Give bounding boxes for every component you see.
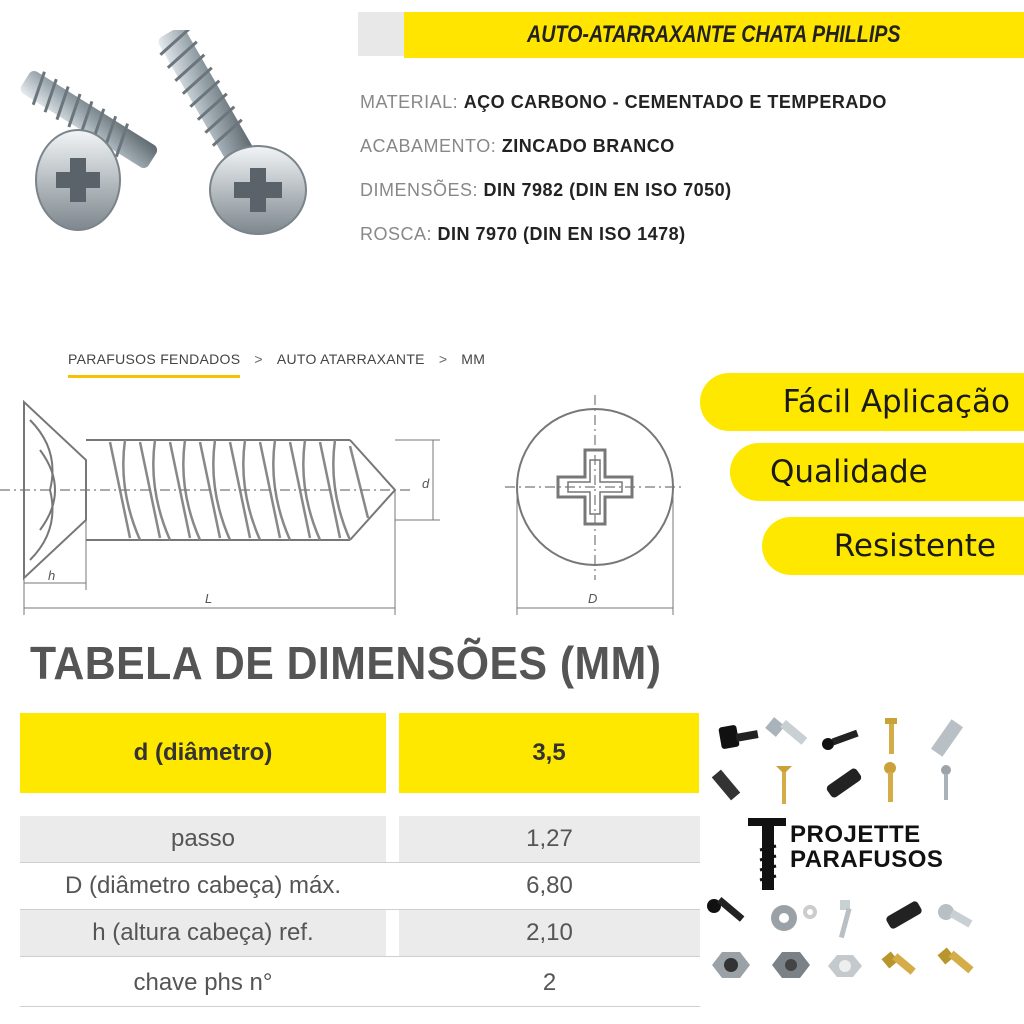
row-label: passo xyxy=(20,816,386,862)
wood-screw-gold-icon xyxy=(885,718,897,754)
screw-side-view xyxy=(0,402,440,615)
spec-value: DIN 7982 (DIN EN ISO 7050) xyxy=(483,180,732,200)
plug-anchor-icon xyxy=(712,770,740,801)
breadcrumb-separator: > xyxy=(438,351,448,367)
lock-nut-icon xyxy=(828,955,862,977)
row-value: 1,27 xyxy=(399,816,700,862)
washer-icon xyxy=(771,905,797,931)
product-title-bar xyxy=(404,12,1024,58)
brand-line-2: PARAFUSOS xyxy=(790,846,944,873)
breadcrumb-item-parafusos-fendados[interactable]: PARAFUSOS FENDADOS xyxy=(68,351,240,378)
anchor-icon xyxy=(931,719,963,757)
dimension-label-h: h xyxy=(48,568,56,583)
self-drilling-screw-icon xyxy=(941,765,951,800)
socket-cap-screw-icon xyxy=(718,725,758,750)
title-accent-block xyxy=(358,12,404,56)
row-value: 2 xyxy=(399,960,700,1006)
countersunk-gold-icon xyxy=(776,766,792,804)
table-row xyxy=(20,910,700,956)
table-divider xyxy=(20,956,700,957)
gold-bolt-icon xyxy=(882,952,916,975)
row-label: D (diâmetro cabeça) máx. xyxy=(20,863,386,909)
spec-label: ROSCA: xyxy=(360,224,438,244)
brand-logo-text xyxy=(790,822,943,872)
feature-label: Qualidade xyxy=(770,454,928,490)
pan-head-screw-icon xyxy=(938,904,972,927)
dimension-label-L: L xyxy=(205,591,213,606)
dimension-label-D: D xyxy=(588,591,598,606)
breadcrumb-item-auto-atarraxante[interactable]: AUTO ATARRAXANTE xyxy=(276,351,425,367)
spec-label: ACABAMENTO: xyxy=(360,136,502,156)
spec-finish xyxy=(360,136,1024,180)
spec-value: ZINCADO BRANCO xyxy=(501,136,675,156)
feature-label: Resistente xyxy=(833,528,996,564)
row-label: chave phs n° xyxy=(20,960,386,1006)
spec-thread xyxy=(360,224,1024,268)
table-row xyxy=(20,960,700,1006)
row-value: 2,10 xyxy=(399,910,700,956)
spec-material xyxy=(360,92,1024,136)
table-header-label: d (diâmetro) xyxy=(20,713,386,793)
machine-screw-icon xyxy=(839,900,852,938)
row-label: h (altura cabeça) ref. xyxy=(20,910,386,956)
breadcrumb-item-mm[interactable]: MM xyxy=(461,351,486,367)
spec-list xyxy=(360,92,1024,268)
feature-pill-resistente xyxy=(762,517,1024,575)
technical-drawing xyxy=(0,390,690,625)
breadcrumb-separator: > xyxy=(254,351,263,367)
dimension-label-d: d xyxy=(422,476,430,491)
nylon-nut-icon xyxy=(712,952,750,978)
feature-pill-qualidade xyxy=(730,443,1024,501)
breadcrumb xyxy=(68,351,485,378)
table-title: TABELA DE DIMENSÕES (MM) xyxy=(30,637,662,689)
product-title: AUTO-ATARRAXANTE CHATA PHILLIPS xyxy=(527,21,901,48)
washer-flat-icon xyxy=(803,905,817,919)
set-screw-icon xyxy=(825,767,863,799)
row-value: 6,80 xyxy=(399,863,700,909)
table-row xyxy=(20,863,700,909)
product-photo xyxy=(20,30,320,240)
brand-line-1: PROJETTE xyxy=(790,821,921,848)
hex-nut-icon xyxy=(772,952,810,978)
table-row xyxy=(20,816,700,862)
feature-label: Fácil Aplicação xyxy=(782,384,1010,420)
table-header-value: 3,5 xyxy=(399,713,699,793)
black-screw-icon xyxy=(822,730,859,750)
spec-value: AÇO CARBONO - CEMENTADO E TEMPERADO xyxy=(463,92,887,112)
feature-pill-facil-aplicacao xyxy=(700,373,1024,431)
spec-label: DIMENSÕES: xyxy=(360,180,484,200)
grub-screw-icon xyxy=(885,900,923,930)
spec-dimensions xyxy=(360,180,1024,224)
projette-logo-mark xyxy=(748,818,786,890)
spec-label: MATERIAL: xyxy=(360,92,464,112)
black-bolt-icon xyxy=(707,897,744,922)
gold-bolt-2-icon xyxy=(938,948,974,974)
hex-bolt-icon xyxy=(765,717,807,745)
wood-screw-gold-2-icon xyxy=(884,762,896,802)
spec-value: DIN 7970 (DIN EN ISO 1478) xyxy=(437,224,686,244)
screw-top-view xyxy=(505,395,685,615)
table-divider xyxy=(20,1006,700,1007)
